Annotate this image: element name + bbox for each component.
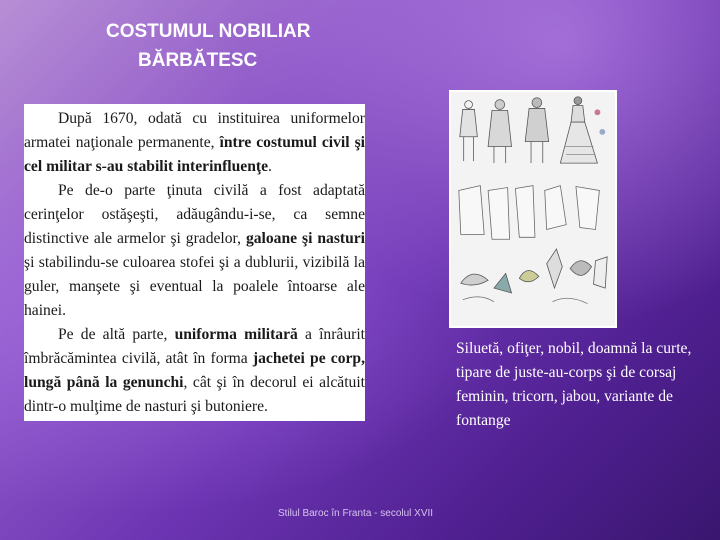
paragraph-1-end: . <box>268 158 272 175</box>
paragraph-2-bold: galoane şi nasturi <box>245 230 366 247</box>
illustration-caption: Siluetă, ofiţer, nobil, doamnă la curte, tipare de juste-au-corps şi de corsaj feminin, tricorn, jabou, variante de fontange <box>456 340 692 429</box>
paragraph-3-text-a: Pe de altă parte, <box>58 326 175 343</box>
costume-sketch-icon <box>451 92 615 326</box>
paragraph-1 <box>24 107 365 179</box>
paragraph-2-text-a: Pe de-o parte ţinuta civilă a fost adaptată cerinţelor ostăşeşti, adăugându-i-se, ca semne distinctive ale armelor şi gradelor, <box>24 182 365 247</box>
paragraph-1-bold: între costumul civil şi cel militar s-au stabilit interinfluenţe <box>24 134 365 175</box>
paragraph-1-text: După 1670, odată cu instituirea uniformelor armatei naţionale permanente, <box>24 110 365 151</box>
slide-title <box>106 17 366 75</box>
paragraph-3-bold-2: jachetei pe corp, lungă până la genunchi <box>24 350 365 391</box>
footer-text: Stilul Baroc în Franta - secolul XVII <box>278 508 434 519</box>
paragraph-3-text-b: a înrâurit îmbrăcămintea civilă, atât în forma <box>24 326 365 367</box>
paragraph-3-text-c: , cât şi în decorul ei alcătuit dintr-o mulţime de nasturi şi butoniere. <box>24 374 365 415</box>
paragraph-2-text-b: şi stabilindu-se culoarea stofei şi a dublurii, vizibilă la guler, manşete şi eventual la poalele întoarse ale hainei. <box>24 254 365 319</box>
paragraph-2 <box>24 179 365 323</box>
paragraph-3-bold-1: uniforma militară <box>174 326 298 343</box>
paragraph-3 <box>24 323 365 419</box>
title-line-1: COSTUMUL NOBILIAR <box>106 21 311 42</box>
body-text-box <box>24 104 365 421</box>
title-line-2: BĂRBĂTESC <box>138 50 258 71</box>
costume-illustration <box>449 90 617 328</box>
